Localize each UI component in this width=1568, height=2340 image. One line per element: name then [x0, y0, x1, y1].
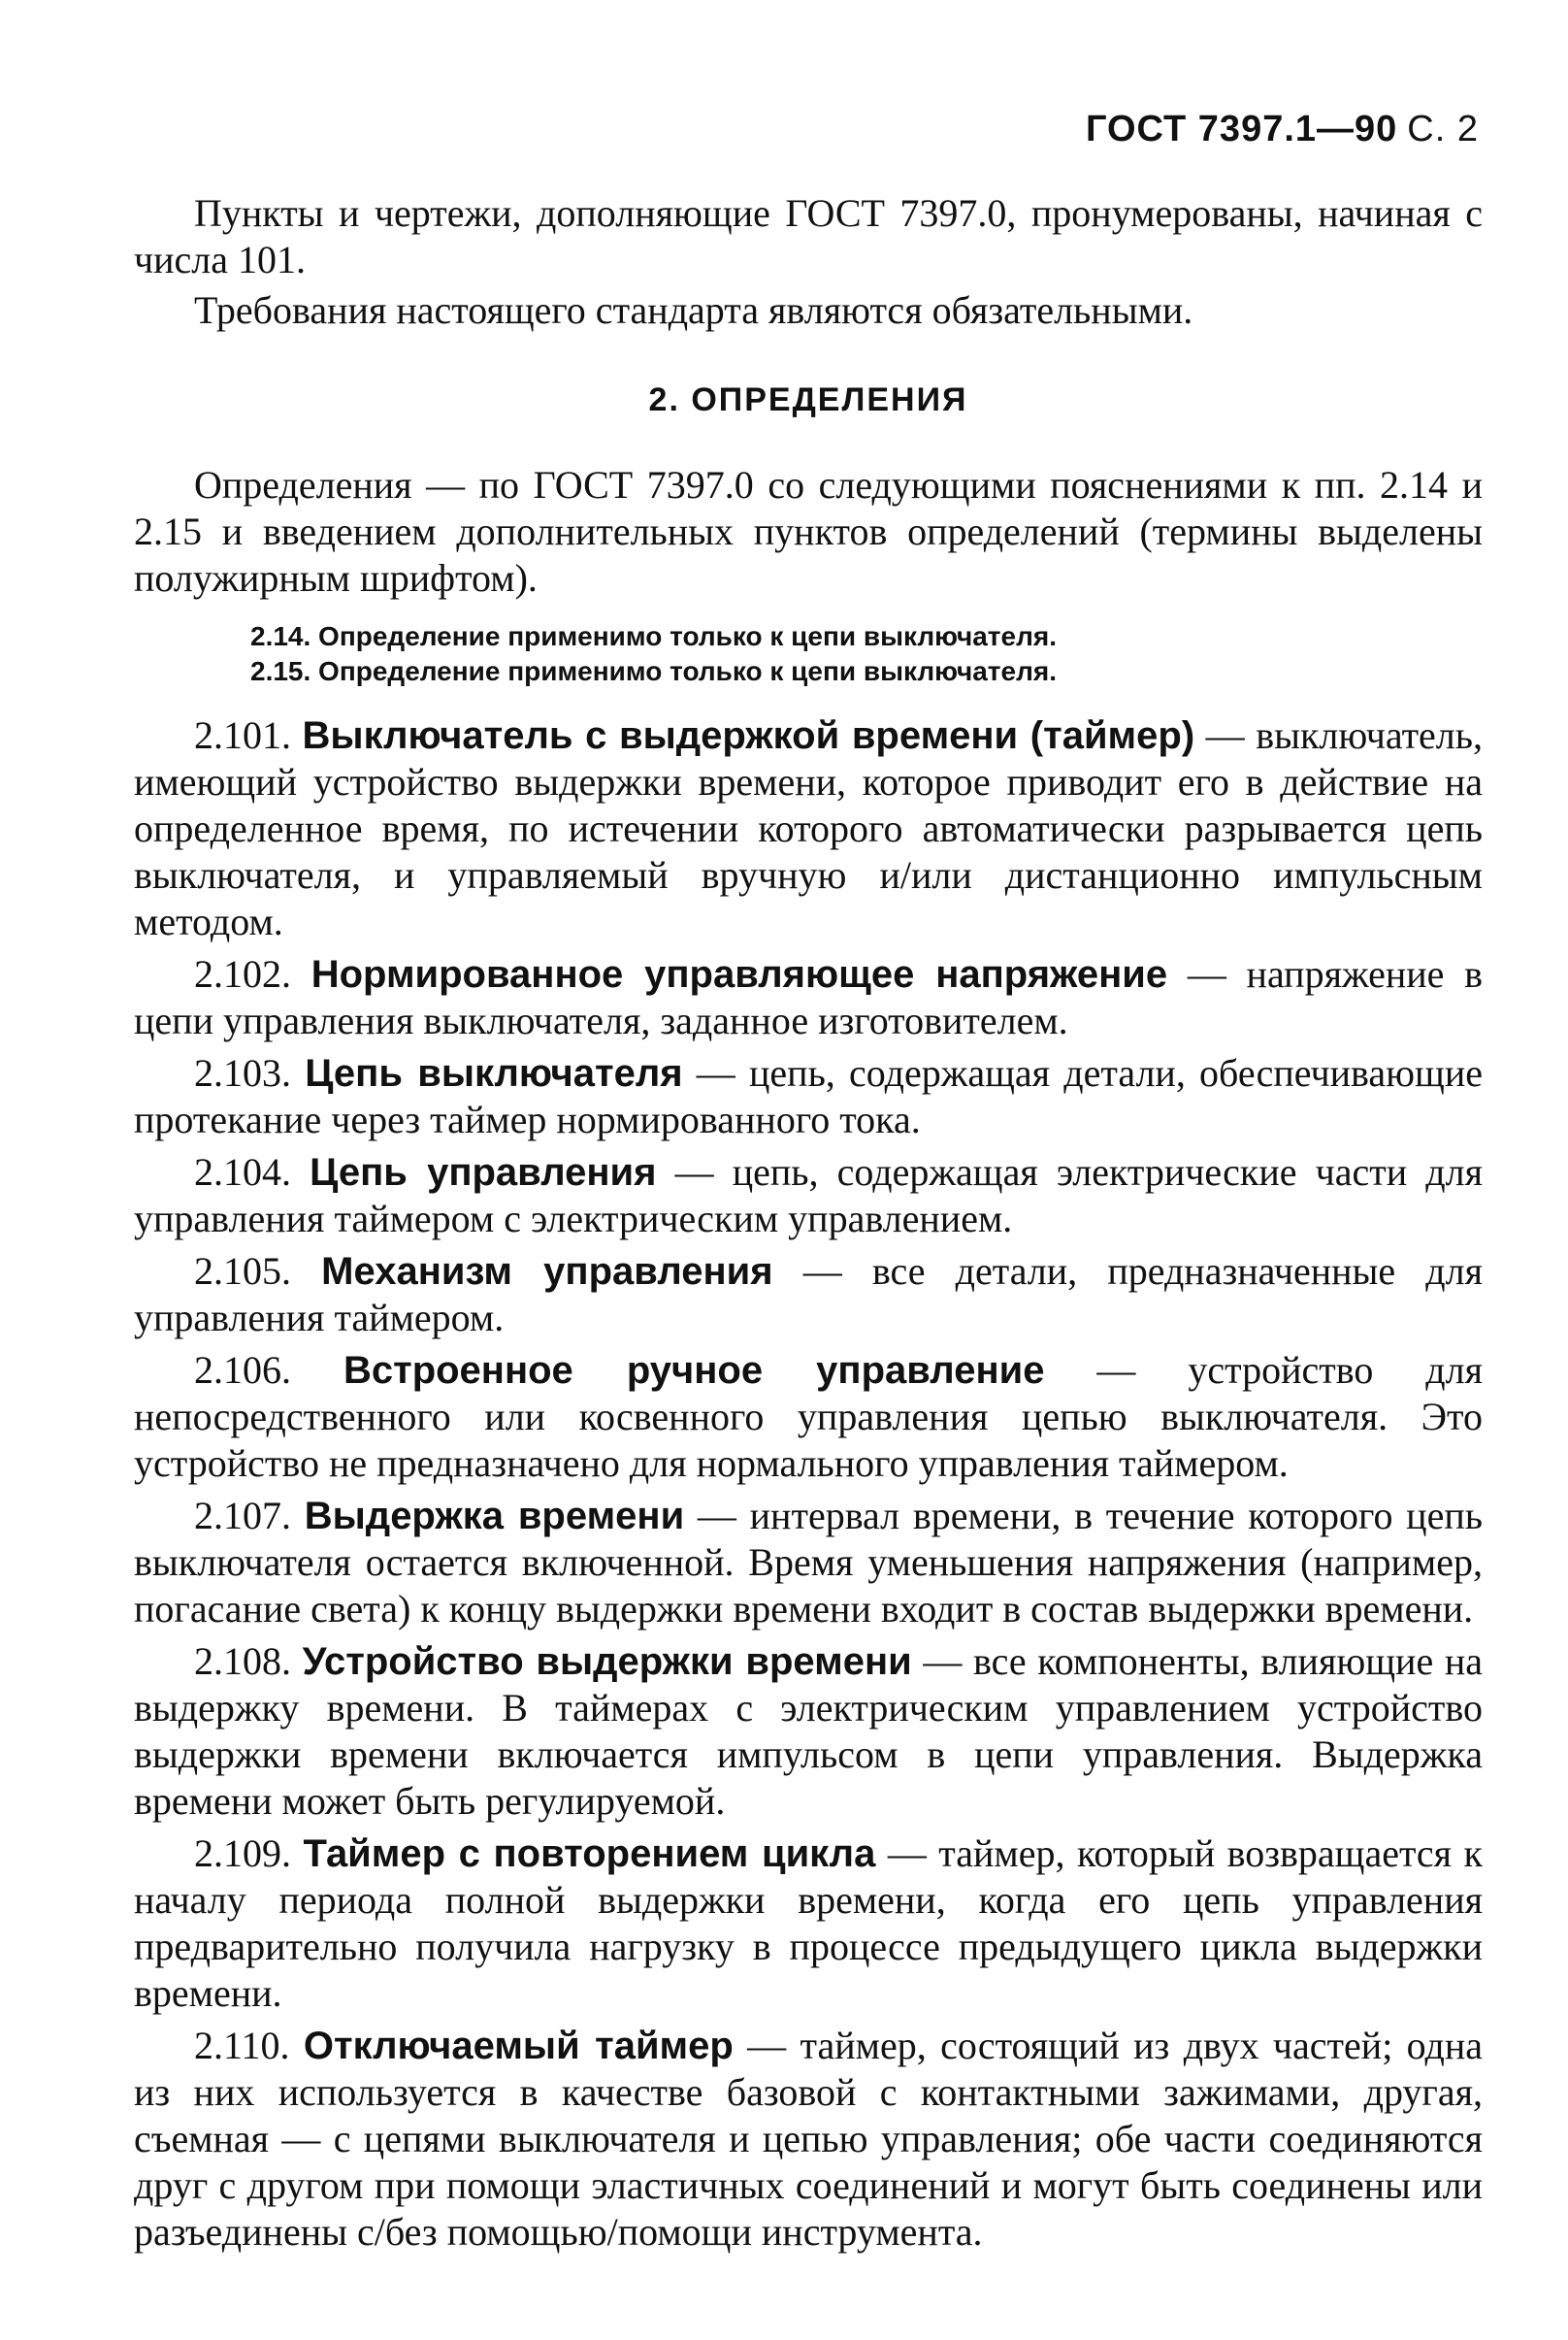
definition-item — [134, 1248, 1483, 1341]
definition-text: — все детали, предназначенные для управления таймером. — [134, 1249, 1483, 1339]
definition-term: Устройство выдержки времени — [302, 1640, 912, 1683]
definition-number: 2.107. — [194, 1494, 291, 1537]
definition-number: 2.109. — [194, 1831, 291, 1875]
definition-text: — интервал времени, в течение которого цепь выключателя остается включенной. Время уменьшения напряжения (например, погасание света) к концу выдержки времени входит в состав выдержки времени. — [134, 1494, 1483, 1631]
definition-text: — все компоненты, влияющие на выдержку времени. В таймерах с электрическим управлением устройство выдержки времени включается импульсом в цепи управления. Выдержка времени может быть регулируемой. — [134, 1639, 1483, 1823]
definition-item — [134, 1347, 1483, 1487]
definition-text: — таймер, который возвращается к началу периода полной выдержки времени, когда его цепь управления предварительно получила нагрузку в процессе предыдущего цикла выдержки времени. — [134, 1831, 1483, 2015]
definition-item — [134, 1638, 1483, 1825]
section-lead-paragraph: Определения — по ГОСТ 7397.0 со следующими пояснениями к пп. 2.14 и 2.15 и введением дополнительных пунктов определений (термины выделены полужирным шрифтом). — [134, 463, 1483, 600]
section-heading: 2. ОПРЕДЕЛЕНИЯ — [648, 381, 968, 418]
definition-number: 2.101. — [194, 713, 291, 757]
definition-term: Встроенное ручное управление — [343, 1349, 1045, 1392]
definition-term: Цепь выключателя — [305, 1052, 683, 1095]
definition-text: — напряжение в цепи управления выключателя, заданное изготовителем. — [134, 952, 1484, 1042]
definition-term: Цепь управления — [310, 1151, 657, 1194]
definition-item — [134, 1149, 1483, 1242]
definition-term: Нормированное управляющее напряжение — [310, 953, 1168, 996]
clause-note: 2.14. Определение применимо только к цепи выключателя. — [250, 621, 1057, 651]
page-content — [134, 190, 1483, 2256]
definition-number: 2.105. — [194, 1249, 291, 1293]
definition-number: 2.104. — [194, 1150, 291, 1194]
page-number: С. 2 — [1407, 109, 1479, 149]
definition-item — [134, 1050, 1483, 1143]
document-id: ГОСТ 7397.1—90 — [1085, 109, 1398, 149]
intro-paragraph: Требования настоящего стандарта являются обязательными. — [194, 288, 1193, 332]
intro-paragraph: Пункты и чертежи, дополняющие ГОСТ 7397.0, пронумерованы, начиная с числа 101. — [134, 191, 1483, 281]
definition-item — [134, 1830, 1483, 2017]
definition-number: 2.108. — [194, 1639, 291, 1683]
clause-note: 2.15. Определение применимо только к цепи выключателя. — [250, 656, 1057, 686]
definition-item — [134, 712, 1483, 945]
definition-number: 2.102. — [194, 952, 291, 996]
definition-number: 2.110. — [194, 2024, 290, 2067]
definition-term: Механизм управления — [321, 1250, 773, 1293]
definition-term: Выключатель с выдержкой времени (таймер) — [302, 714, 1195, 757]
definition-text: — цепь, содержащая детали, обеспечивающие протекание через таймер нормированного тока. — [134, 1051, 1483, 1141]
definition-number: 2.103. — [194, 1051, 291, 1095]
definition-number: 2.106. — [194, 1348, 291, 1392]
definition-term: Таймер с повторением цикла — [303, 1832, 876, 1875]
clause-notes — [134, 619, 1483, 689]
definition-term: Отключаемый таймер — [303, 2025, 734, 2067]
definition-term: Выдержка времени — [304, 1495, 685, 1537]
page-header — [1086, 109, 1479, 150]
definition-text: — устройство для непосредственного или косвенного управления цепью выключателя. Это устройство не предназначено для нормального управления таймером. — [134, 1348, 1483, 1485]
definition-item — [134, 1493, 1483, 1632]
definition-item — [134, 2023, 1483, 2256]
definition-text: — таймер, состоящий из двух частей; одна из них используется в качестве базовой с контактными зажимами, другая, съемная — с цепями выключателя и цепью управления; обе части соединяются друг с другом при помощи эластичных соединений и могут быть соединены или разъединены с/без помощью/помощи инструмента. — [134, 2024, 1484, 2254]
definition-text: — выключатель, имеющий устройство выдержки времени, которое приводит его в действие на определенное время, по истечении которого автоматически разрывается цепь выключателя, и управляемый вручную и/или дистанционно импульсным методом. — [134, 713, 1484, 943]
definition-text: — цепь, содержащая электрические части для управления таймером с электрическим управлением. — [134, 1150, 1484, 1240]
definition-item — [134, 951, 1483, 1044]
